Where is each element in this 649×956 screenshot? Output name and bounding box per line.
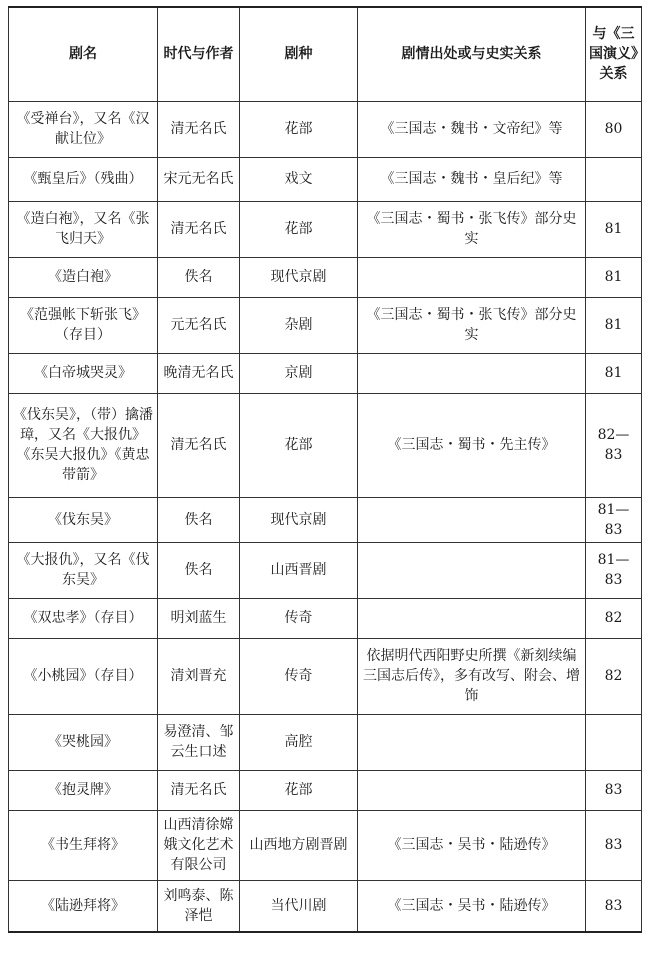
- cell-relation: [586, 157, 642, 201]
- cell-era-author: 清无名氏: [158, 201, 240, 257]
- cell-name: 《甄皇后》（残曲）: [9, 157, 158, 201]
- drama-table: [8, 6, 642, 933]
- table-row: [9, 393, 642, 497]
- cell-genre: 花部: [240, 101, 358, 157]
- cell-source: 《三国志・蜀书・张飞传》部分史实: [358, 201, 586, 257]
- cell-source: [358, 497, 586, 542]
- cell-genre: 现代京剧: [240, 257, 358, 297]
- cell-relation: 82: [586, 638, 642, 714]
- cell-genre: 京剧: [240, 353, 358, 393]
- cell-relation: 81: [586, 353, 642, 393]
- cell-name: 《大报仇》，又名《伐东吴》: [9, 542, 158, 598]
- cell-relation: 81: [586, 201, 642, 257]
- table-row: [9, 297, 642, 353]
- cell-name: 《哭桃园》: [9, 714, 158, 770]
- header-name: 剧名: [9, 7, 158, 101]
- cell-name: 《陆逊拜将》: [9, 880, 158, 932]
- table-row: [9, 353, 642, 393]
- cell-era-author: 清刘晋充: [158, 638, 240, 714]
- cell-name: 《书生拜将》: [9, 810, 158, 880]
- table-row: [9, 542, 642, 598]
- cell-genre: 花部: [240, 201, 358, 257]
- cell-source: [358, 714, 586, 770]
- cell-relation: 81: [586, 257, 642, 297]
- cell-relation: 82—83: [586, 393, 642, 497]
- cell-genre: 传奇: [240, 638, 358, 714]
- cell-source: [358, 542, 586, 598]
- cell-source: 《三国志・吴书・陆逊传》: [358, 880, 586, 932]
- cell-relation: [586, 714, 642, 770]
- table-row: [9, 497, 642, 542]
- cell-relation: 83: [586, 880, 642, 932]
- header-genre: 剧种: [240, 7, 358, 101]
- cell-relation: 83: [586, 810, 642, 880]
- cell-era-author: 佚名: [158, 542, 240, 598]
- cell-source: 《三国志・魏书・皇后纪》等: [358, 157, 586, 201]
- cell-era-author: 清无名氏: [158, 393, 240, 497]
- cell-era-author: 山西清徐嫦娥文化艺术有限公司: [158, 810, 240, 880]
- cell-era-author: 易澄清、邹云生口述: [158, 714, 240, 770]
- cell-genre: 现代京剧: [240, 497, 358, 542]
- cell-era-author: 佚名: [158, 497, 240, 542]
- cell-genre: 花部: [240, 770, 358, 810]
- cell-name: 《范强帐下斩张飞》（存目）: [9, 297, 158, 353]
- cell-genre: 杂剧: [240, 297, 358, 353]
- cell-name: 《伐东吴》: [9, 497, 158, 542]
- cell-genre: 传奇: [240, 598, 358, 638]
- cell-era-author: 佚名: [158, 257, 240, 297]
- cell-relation: 80: [586, 101, 642, 157]
- cell-source: 依据明代西阳野史所撰《新刻续编三国志后传》，多有改写、附会、增饰: [358, 638, 586, 714]
- cell-genre: 当代川剧: [240, 880, 358, 932]
- cell-name: 《白帝城哭灵》: [9, 353, 158, 393]
- cell-era-author: 清无名氏: [158, 770, 240, 810]
- cell-name: 《小桃园》（存目）: [9, 638, 158, 714]
- header-relation: 与《三国演义》关系: [586, 7, 642, 101]
- cell-source: [358, 257, 586, 297]
- cell-source: [358, 770, 586, 810]
- cell-era-author: 晚清无名氏: [158, 353, 240, 393]
- cell-genre: 山西晋剧: [240, 542, 358, 598]
- cell-source: 《三国志・蜀书・张飞传》部分史实: [358, 297, 586, 353]
- table-row: [9, 714, 642, 770]
- cell-name: 《造白袍》: [9, 257, 158, 297]
- cell-era-author: 清无名氏: [158, 101, 240, 157]
- table-row: [9, 201, 642, 257]
- cell-source: 《三国志・蜀书・先主传》: [358, 393, 586, 497]
- cell-source: 《三国志・魏书・文帝纪》等: [358, 101, 586, 157]
- cell-source: [358, 598, 586, 638]
- table-row: [9, 157, 642, 201]
- cell-name: 《造白袍》，又名《张飞归天》: [9, 201, 158, 257]
- table-row: [9, 880, 642, 932]
- cell-era-author: 刘鸣泰、陈泽恺: [158, 880, 240, 932]
- cell-relation: 83: [586, 770, 642, 810]
- header-era-author: 时代与作者: [158, 7, 240, 101]
- cell-source: [358, 353, 586, 393]
- cell-era-author: 元无名氏: [158, 297, 240, 353]
- cell-genre: 山西地方剧晋剧: [240, 810, 358, 880]
- cell-relation: 82: [586, 598, 642, 638]
- cell-name: 《双忠孝》（存目）: [9, 598, 158, 638]
- cell-name: 《伐东吴》，（带）擒潘璋，又名《大报仇》《东吴大报仇》《黄忠带箭》: [9, 393, 158, 497]
- cell-era-author: 明刘蓝生: [158, 598, 240, 638]
- cell-relation: 81: [586, 297, 642, 353]
- table-row: [9, 638, 642, 714]
- table-row: [9, 257, 642, 297]
- table-row: [9, 810, 642, 880]
- header-source: 剧情出处或与史实关系: [358, 7, 586, 101]
- table-row: [9, 101, 642, 157]
- cell-era-author: 宋元无名氏: [158, 157, 240, 201]
- cell-genre: 戏文: [240, 157, 358, 201]
- cell-genre: 花部: [240, 393, 358, 497]
- cell-source: 《三国志・吴书・陆逊传》: [358, 810, 586, 880]
- cell-name: 《受禅台》，又名《汉献让位》: [9, 101, 158, 157]
- cell-relation: 81—83: [586, 542, 642, 598]
- cell-relation: 81—83: [586, 497, 642, 542]
- table-row: [9, 770, 642, 810]
- table-body: [9, 101, 642, 932]
- header-row: [9, 7, 642, 101]
- cell-genre: 高腔: [240, 714, 358, 770]
- cell-name: 《抱灵牌》: [9, 770, 158, 810]
- table-row: [9, 598, 642, 638]
